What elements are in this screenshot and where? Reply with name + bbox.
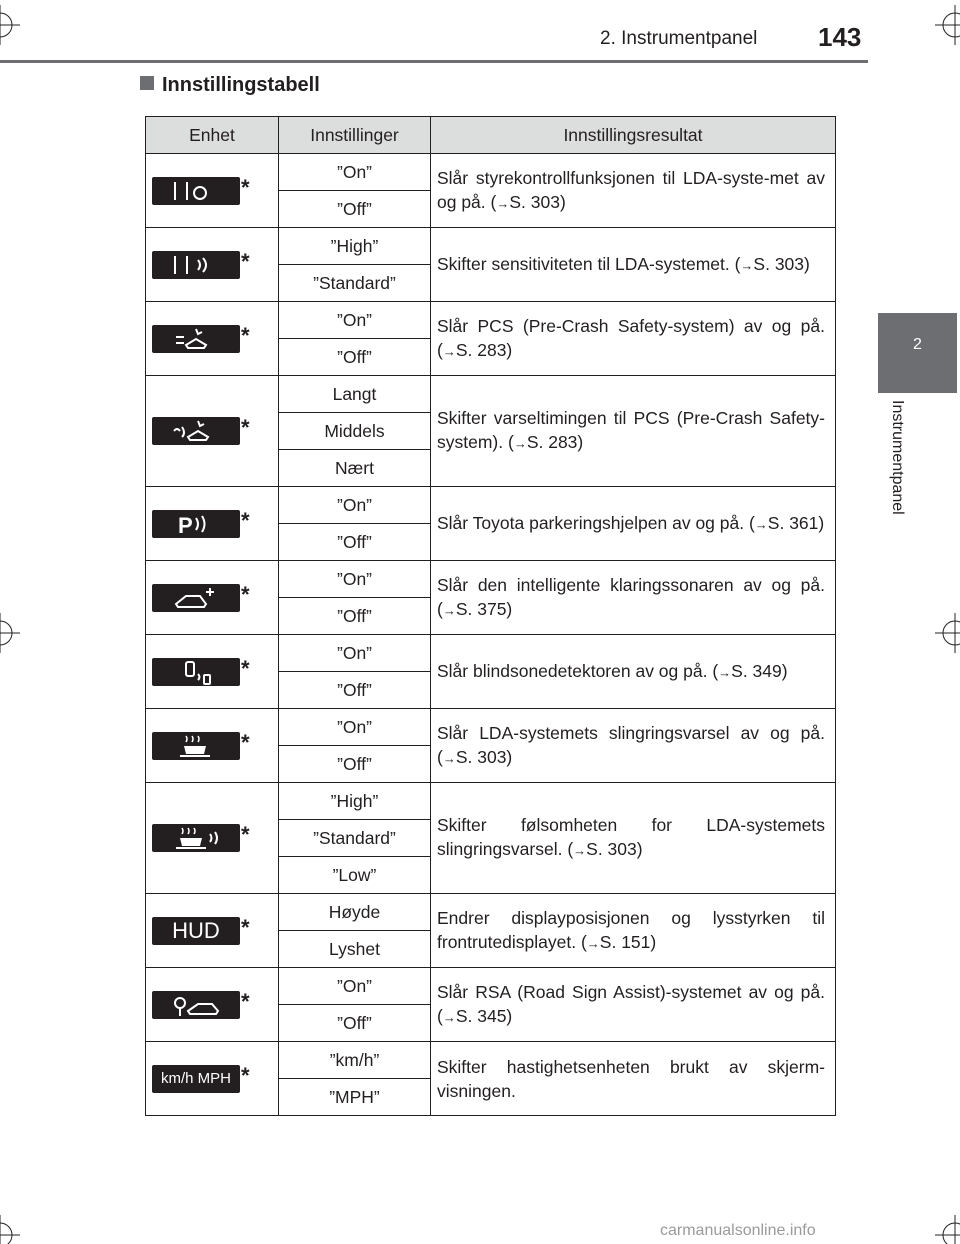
speed-unit-icon [152, 1065, 240, 1093]
chapter-tab-label [880, 400, 910, 550]
setting-value: ”Standard” [279, 265, 431, 302]
setting-value: ”On” [279, 968, 431, 1005]
chapter-tab-number: 2 [913, 336, 922, 353]
lda-steering-icon [152, 177, 240, 205]
hud-icon [152, 917, 240, 945]
unit-cell [146, 1042, 279, 1116]
page-reference[interactable]: S. 303) [509, 191, 566, 212]
setting-result [431, 302, 836, 376]
setting-result [431, 487, 836, 561]
table-header-row [146, 117, 836, 154]
asterisk-note: * [241, 248, 250, 274]
unit-cell [146, 783, 279, 894]
setting-value: ”High” [279, 783, 431, 820]
setting-result [431, 1042, 836, 1116]
section-title: 2. Instrumentpanel [600, 28, 758, 49]
unit-cell [146, 376, 279, 487]
table-row [146, 487, 836, 524]
table-row [146, 894, 836, 931]
section-heading [140, 74, 320, 97]
arrow-icon: → [586, 935, 600, 951]
page-reference[interactable]: S. 303) [586, 839, 643, 859]
table-row [146, 635, 836, 672]
asterisk-note: * [241, 581, 250, 607]
asterisk-note: * [241, 415, 250, 440]
setting-value: ”On” [279, 154, 431, 191]
pcs-icon [152, 325, 240, 353]
unit-cell [146, 894, 279, 968]
arrow-icon: → [754, 516, 768, 532]
setting-value: Høyde [279, 894, 431, 931]
setting-value: ”Off” [279, 524, 431, 561]
icon-label: km/h MPH [160, 1069, 231, 1087]
result-text: Skifter sensitiviteten til LDA-systemet. ( [437, 253, 741, 274]
unit-cell [146, 635, 279, 709]
result-text: Slår PCS (Pre-Crash Safety-system) av og på. ( [437, 315, 825, 360]
setting-result [431, 228, 836, 302]
setting-result [431, 894, 836, 968]
setting-value: ”Low” [279, 857, 431, 894]
setting-value: ”MPH” [279, 1079, 431, 1116]
result-text: Slår blindsonedetektoren av og på. ( [437, 660, 719, 681]
setting-result [431, 968, 836, 1042]
unit-cell [146, 968, 279, 1042]
watermark: carmanualsonline.info [660, 1222, 816, 1239]
page-reference[interactable]: S. 361) [767, 512, 825, 533]
page-reference[interactable]: S. 345) [455, 1005, 513, 1026]
result-text: Skifter hastighetsenheten brukt av skjerm-visningen. [437, 1056, 825, 1101]
asterisk-note: * [241, 822, 250, 847]
square-bullet-icon [140, 76, 154, 90]
svg-text:P: P [178, 512, 193, 538]
setting-value: ”Off” [279, 191, 431, 228]
setting-result [431, 783, 836, 894]
table-row [146, 561, 836, 598]
result-text: Slår styrekontrollfunksjonen til LDA-syste-met av og på. ( [437, 167, 825, 212]
result-text: Endrer displayposisjonen og lysstyrken til frontrutedisplayet. ( [437, 907, 825, 952]
arrow-icon: → [442, 1009, 456, 1025]
asterisk-note: * [241, 655, 250, 681]
table-row [146, 1042, 836, 1079]
icon-label: HUD [172, 917, 220, 943]
setting-result [431, 561, 836, 635]
result-text: Slår Toyota parkeringshjelpen av og på. ( [437, 512, 755, 533]
page-reference[interactable]: S. 283) [526, 432, 584, 452]
chapter-tab [878, 313, 957, 393]
setting-value: ”On” [279, 709, 431, 746]
setting-value: ”Standard” [279, 820, 431, 857]
asterisk-note: * [241, 322, 250, 348]
result-text: Skifter følsomheten for LDA-systemets slingringsvarsel. ( [437, 815, 825, 859]
arrow-icon: → [740, 257, 754, 273]
sway-sensitivity-icon [152, 824, 240, 852]
result-text: Slår den intelligente klaringssonaren av og på. ( [437, 574, 825, 619]
setting-result [431, 635, 836, 709]
table-row [146, 302, 836, 339]
column-header: Enhet [146, 117, 279, 154]
asterisk-note: * [241, 914, 250, 940]
arrow-icon: → [442, 602, 456, 618]
settings-table [145, 116, 836, 1116]
arrow-icon: → [718, 664, 732, 680]
arrow-icon: → [573, 843, 587, 858]
asterisk-note: * [241, 729, 250, 755]
asterisk-note: * [241, 1062, 250, 1088]
header-rule [0, 60, 868, 63]
setting-result [431, 709, 836, 783]
rsa-icon [152, 991, 240, 1019]
result-text: Skifter varseltimingen til PCS (Pre-Crash Safety-system). ( [437, 408, 825, 452]
asterisk-note: * [241, 174, 250, 200]
unit-cell [146, 154, 279, 228]
page-reference[interactable]: S. 303) [753, 253, 810, 274]
page-reference[interactable]: S. 151) [599, 931, 657, 952]
lda-sensitivity-icon [152, 251, 240, 279]
table-row [146, 154, 836, 191]
asterisk-note: * [241, 507, 250, 533]
table-row [146, 968, 836, 1005]
setting-result [431, 376, 836, 487]
setting-value: ”Off” [279, 746, 431, 783]
blind-spot-icon [152, 658, 240, 686]
column-header: Innstillingsresultat [431, 117, 836, 154]
unit-cell [146, 228, 279, 302]
setting-result [431, 154, 836, 228]
page-reference[interactable]: S. 349) [731, 660, 788, 681]
setting-value: ”On” [279, 302, 431, 339]
setting-value: Nært [279, 450, 431, 487]
setting-value: Lyshet [279, 931, 431, 968]
chapter-tab-label-text: Instrumentpanel [889, 400, 906, 515]
setting-value: Langt [279, 376, 431, 413]
result-text: Slår LDA-systemets slingringsvarsel av og på. ( [437, 722, 825, 767]
setting-value: ”Off” [279, 672, 431, 709]
unit-cell [146, 709, 279, 783]
unit-cell [146, 561, 279, 635]
table-row [146, 376, 836, 413]
page-reference[interactable]: S. 375) [455, 598, 513, 619]
arrow-icon: → [442, 750, 456, 766]
setting-value: ”On” [279, 561, 431, 598]
setting-value: ”High” [279, 228, 431, 265]
table-row [146, 783, 836, 820]
parking-assist-icon [152, 510, 240, 538]
setting-value: ”Off” [279, 339, 431, 376]
section-heading-text: Innstillingstabell [162, 74, 320, 96]
page-reference[interactable]: S. 303) [455, 746, 513, 767]
unit-cell [146, 302, 279, 376]
arrow-icon: → [496, 195, 510, 211]
pcs-timing-icon [152, 417, 240, 445]
column-header: Innstillinger [279, 117, 431, 154]
page-number: 143 [818, 22, 862, 52]
asterisk-note: * [241, 988, 250, 1014]
clearance-sonar-icon [152, 584, 240, 612]
setting-value: Middels [279, 413, 431, 450]
sway-warning-icon [152, 732, 240, 760]
setting-value: ”On” [279, 487, 431, 524]
setting-value: ”km/h” [279, 1042, 431, 1079]
table-row [146, 709, 836, 746]
setting-value: ”On” [279, 635, 431, 672]
arrow-icon: → [442, 343, 456, 359]
unit-cell [146, 487, 279, 561]
setting-value: ”Off” [279, 1005, 431, 1042]
table-row [146, 228, 836, 265]
page-reference[interactable]: S. 283) [455, 339, 513, 360]
arrow-icon: → [513, 436, 527, 451]
setting-value: ”Off” [279, 598, 431, 635]
result-text: Slår RSA (Road Sign Assist)-systemet av og på. ( [437, 981, 825, 1026]
